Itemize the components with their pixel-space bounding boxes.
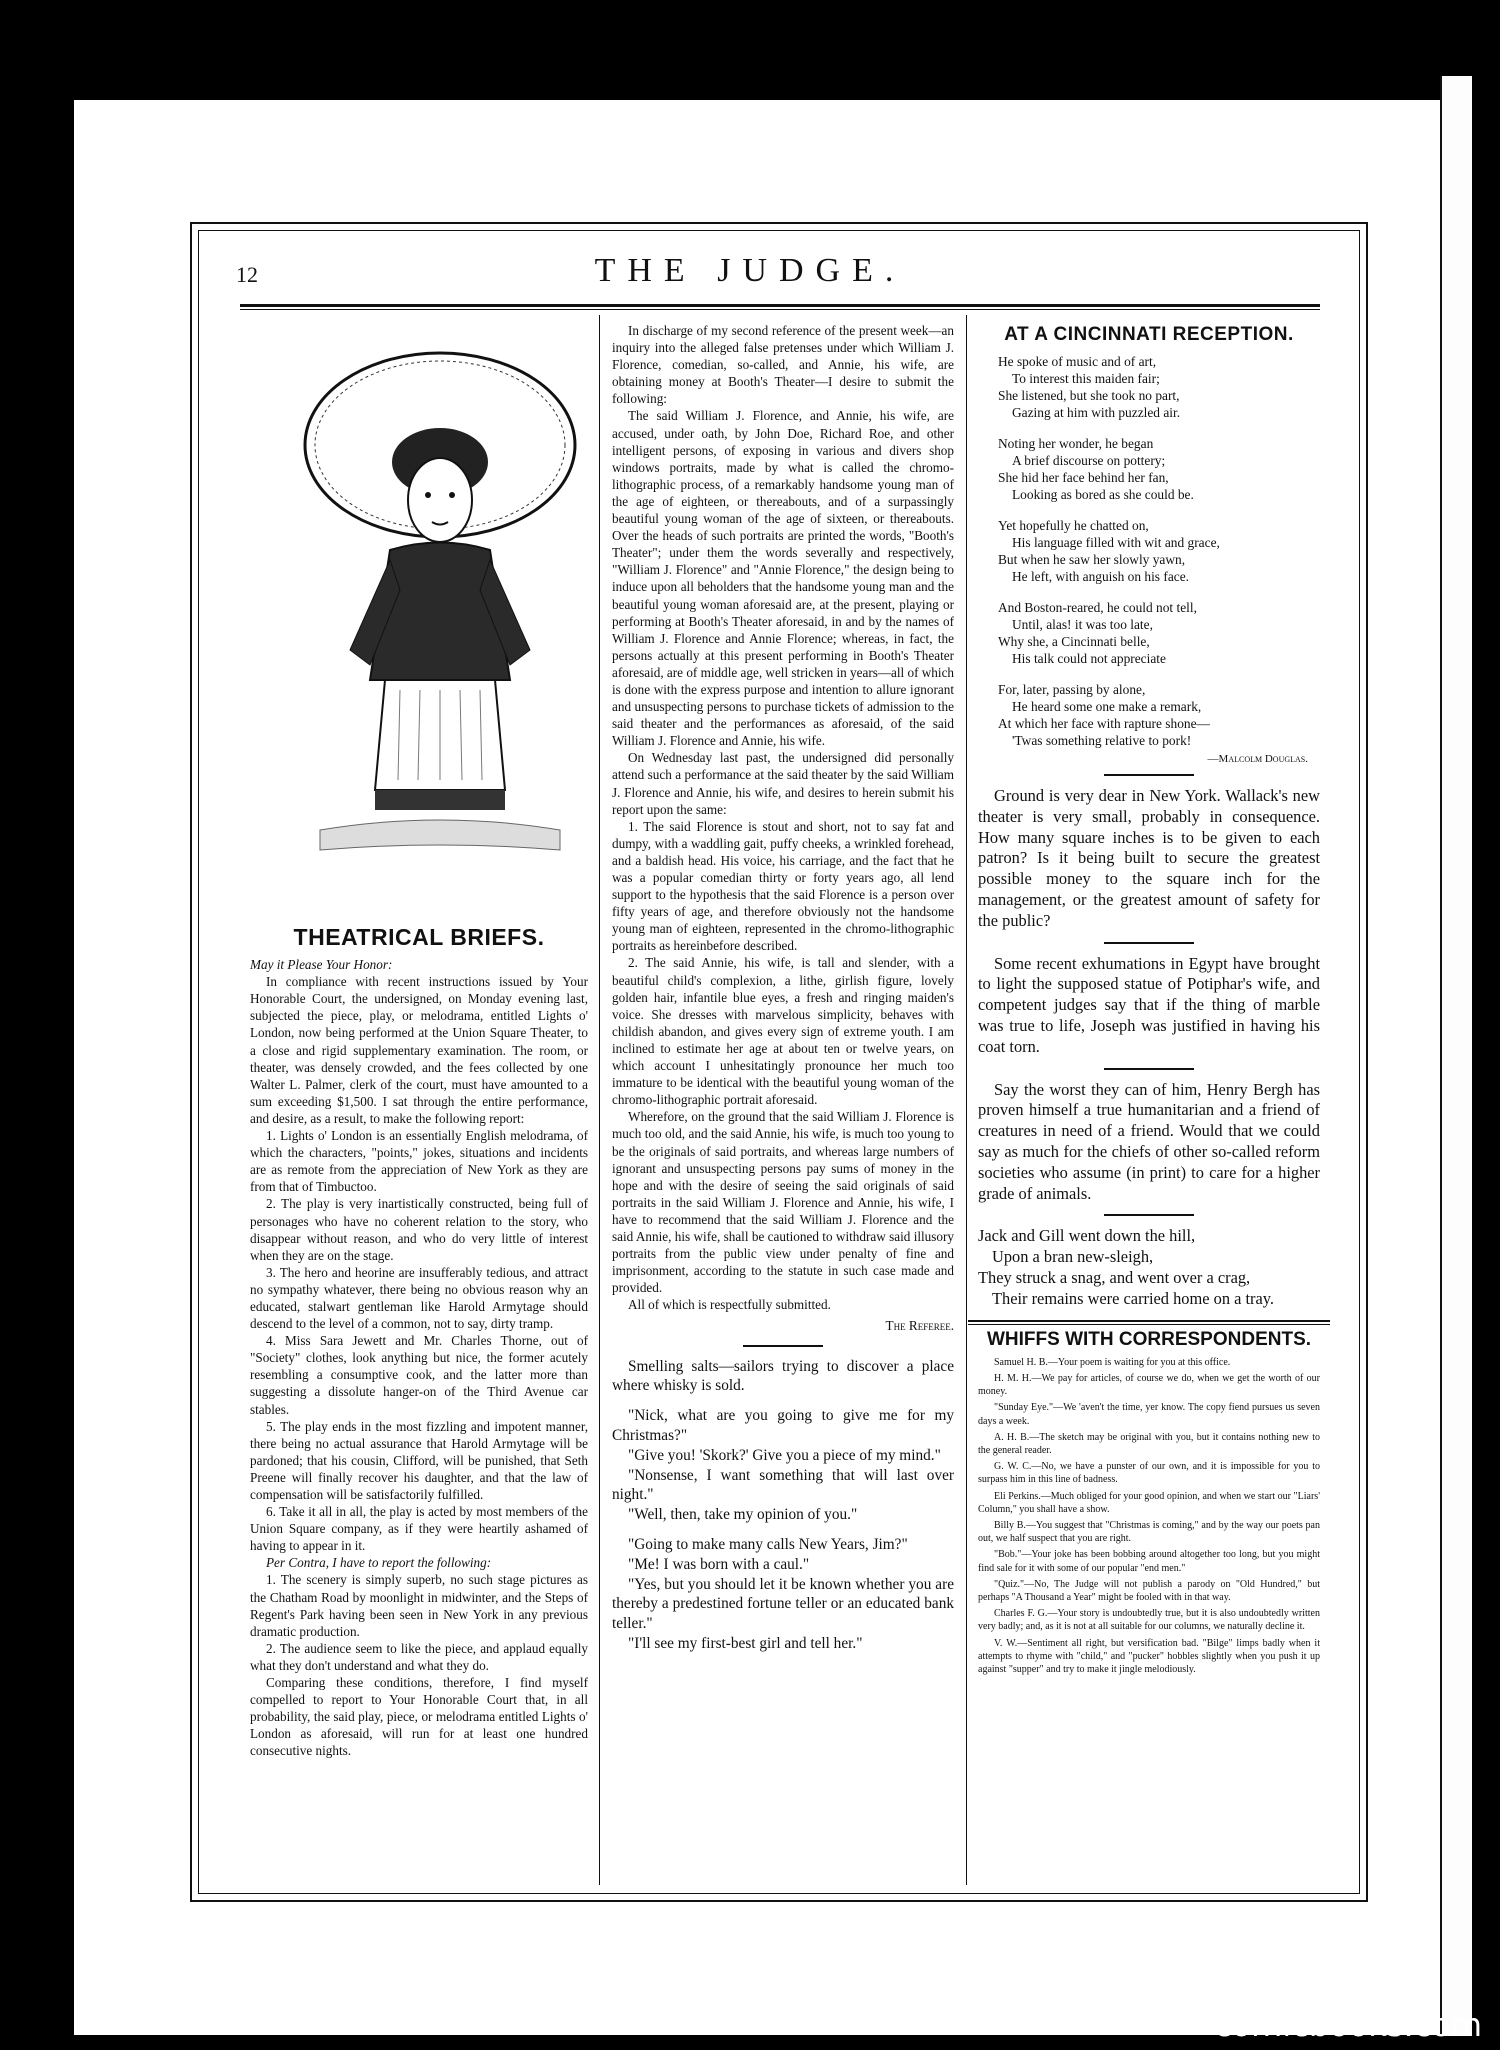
rhyme-line: They struck a snag, and went over a crag, [978, 1268, 1251, 1288]
poem-line: But when he saw her slowly yawn, [998, 552, 1186, 568]
separator [1104, 774, 1194, 776]
joke-line: "Nick, what are you going to give me for my Christmas?" [612, 1407, 954, 1444]
paragraph: 2. The play is very inartistically constructed, being full of personages who have no coherent relation to the story, who disappear without reason, and who do very little of interest when they are on the stage. [250, 1196, 588, 1263]
rhyme-line: Their remains were carried home on a tray. [992, 1288, 1274, 1308]
rhyme-line: Jack and Gill went down the hill, [978, 1226, 1196, 1246]
paragraph: 5. The play ends in the most fizzling and impotent manner, there being no actual assurance that Harold Armytage will be pardoned; that his cousin, Clifford, will be punished, that Seth Preene will finally recover his daughter, and that the law of compensation will be satisfactorily fulfilled. [250, 1418, 588, 1502]
rhyme [978, 1226, 1320, 1309]
paragraph: 3. The hero and heorine are insufferably tedious, and attract no sympathy whatever, there being no obvious reason why an educated, stalwart gentleman like Harold Armytage should descend to the level of a common, not to say, dirty tramp. [250, 1264, 588, 1332]
paragraph: In compliance with recent instructions issued by Your Honorable Court, the undersigned, on Monday evening last, subjected the piece, play, or melodrama, entitled Lights o' London, now being performed at the Union Square Theater, to a close and rigid supplementary examination. The room, or theater, was densely crowded, and the fees collected by one Walter L. Palmer, clerk of the court, must have amounted to a sum exceeding $1,500. I sat through the entire performance, and desire, as a result, to make the following report: [250, 974, 588, 1126]
stanza [998, 517, 1320, 585]
poem-line: Gazing at him with puzzled air. [1012, 405, 1181, 421]
correspondent-note: Charles F. G.—Your story is undoubtedly true, but it is also undoubtedly written very badly; and, as it is not at all suitable for our columns, we naturally decline it. [978, 1608, 1320, 1633]
paragraph: Some recent exhumations in Egypt have brought to light the supposed statue of Potiphar's wife, and competent judges say that if the thing of marble was true to life, Joseph was justified in having his coat torn. [978, 953, 1320, 1056]
paragraph: Say the worst they can of him, Henry Bergh has proven himself a true humanitarian and a friend of creatures in need of a friend. Would that we could say as much for the chiefs of other so-called reform societies who assume (in print) to care for a higher grade of animals. [978, 1079, 1320, 1203]
column-2 [612, 322, 954, 1654]
stanza [998, 435, 1320, 503]
poem-line: And Boston-reared, he could not tell, [998, 600, 1197, 616]
column-rule [966, 315, 967, 1885]
jokes [612, 1357, 954, 1654]
poem-title: AT A CINCINNATI RECEPTION. [1004, 324, 1294, 345]
correspondents-title: WHIFFS WITH CORRESPONDENTS. [986, 1328, 1312, 1350]
masthead-rule [240, 304, 1320, 307]
column-3 [978, 322, 1320, 1679]
poem-line: At which her face with rapture shone— [998, 716, 1210, 732]
paragraph: On Wednesday last past, the undersigned did personally attend such a performance at the said theater by the said William J. Florence and Annie, his wife, and desires to herein submit his report upon the same: [612, 750, 954, 817]
correspondent-note: Billy B.—You suggest that "Christmas is coming," and by the way our poets pan out, we half suspect that you are right. [978, 1519, 1320, 1545]
poem-line: For, later, passing by alone, [998, 682, 1146, 698]
poem-line: He left, with anguish on his face. [1012, 569, 1190, 585]
joke-line: "I'll see my first-best girl and tell her." [628, 1634, 863, 1652]
paragraph: Ground is very dear in New York. Wallack's new theater is very small, probably in consequence. How many square inches is to be given to each patron? Is it being built to secure the greatest possible money to the square inch for the management, or the greatest amount of safety for the public? [978, 786, 1320, 930]
joke-line: "Yes, but you should let it be known whether you are thereby a predestined fortune teller or an educated bank teller." [612, 1575, 954, 1633]
poem [998, 353, 1320, 768]
signature: The Referee. [885, 1318, 954, 1334]
paragraph: 1. The said Florence is stout and short, not to say fat and dumpy, with a waddling gait, puffy cheeks, a wrinkled forehead, and a baldish head. His voice, his carriage, and the fact that he was a popular comedian thirty or forty years ago, all lend support to the hypothesis that the said Florence is a person over fifty years of age, and therefore obviously not the handsome young man of eighteen, represented in the chromo-lithographic portraits as hereinbefore described. [612, 818, 954, 954]
paragraph: Comparing these conditions, therefore, I find myself compelled to report to Your Honorable Court that, in all probability, the said play, piece, or melodrama entitled Lights o' London as aforesaid, will run for at least one hundred consecutive nights. [250, 1675, 588, 1759]
correspondent-note: Samuel H. B.—Your poem is waiting for you at this office. [994, 1356, 1231, 1368]
correspondent-note: H. M. H.—We pay for articles, of course we do, when we get the worth of our money. [978, 1372, 1320, 1398]
poem-line: He heard some one make a remark, [1012, 699, 1202, 715]
poem-line: She hid her face behind her fan, [998, 470, 1169, 486]
masthead: THE JUDGE. [594, 252, 906, 289]
poem-author: —Malcolm Douglas. [1207, 753, 1308, 766]
illustration-woman-wide-hat [290, 350, 590, 930]
stanza [998, 599, 1320, 667]
paragraph: In discharge of my second reference of the present week—an inquiry into the alleged false pretenses under which William J. Florence, comedian, so-called, and Annie, his wife, are obtaining money at Booth's Theater—I desire to submit the following: [612, 323, 954, 407]
poem-line: To interest this maiden fair; [1012, 371, 1160, 387]
joke-line: "Give you! 'Skork?' Give you a piece of my mind." [628, 1446, 941, 1464]
poem-line: Looking as bored as she could be. [1012, 487, 1194, 503]
poem-line: Why she, a Cincinnati belle, [998, 634, 1150, 650]
joke-line: "Me! I was born with a caul." [628, 1555, 810, 1573]
poem-line: Yet hopefully he chatted on, [998, 518, 1149, 534]
poem-line: Until, alas! it was too late, [1012, 617, 1153, 633]
separator [743, 1345, 823, 1347]
correspondents [978, 1356, 1320, 1676]
paragraph: Wherefore, on the ground that the said William J. Florence is much too old, and the said Annie, his wife, is much too young to be the originals of said portraits, and whereas large numbers of ignorant and unsuspecting persons pay sums of money in the hope and with the desire of seeing the said originals of said portraits in the said William J. Florence and Annie, his wife, I have to recommend that the said William J. Florence and the said Annie, his wife, shall be cautioned to withdraw said illusory portraits from the public view under penalty of fine and imprisonment, according to the statute in such case made and provided. [612, 1109, 954, 1296]
watermark: comicbooks.com [1213, 2006, 1482, 2044]
poem-line: She listened, but she took no part, [998, 388, 1180, 404]
joke-line: "Well, then, take my opinion of you." [628, 1506, 858, 1524]
binding-edge [1440, 76, 1472, 2036]
section-title: THEATRICAL BRIEFS. [293, 924, 545, 950]
stanza [998, 353, 1320, 421]
correspondent-note: G. W. C.—No, we have a punster of our own, and it is impossible for you to surpass him in this line of badness. [978, 1461, 1320, 1486]
paragraph: 2. The said Annie, his wife, is tall and slender, with a beautiful child's complexion, a lithe, girlish figure, lovely golden hair, infantile blue eyes, a fresh and ringing maiden's voice. She dresses with marvelous simplicity, behaves with childish abandon, and gives every sign of extreme youth. I am inclined to estimate her age at about ten or twelve years, on which account I unhesitatingly pronounce her much too immature to be identical with the beautiful young woman of the chromo-lithographic portrait aforesaid. [612, 955, 954, 1108]
separator [1104, 1214, 1194, 1216]
paragraph: Per Contra, I have to report the following: [266, 1555, 492, 1571]
paragraph: 1. Lights o' London is an essentially English melodrama, of which the characters, "points," jokes, situations and incidents are as remote from the appreciation of New York as they are from that of Timbuctoo. [250, 1128, 588, 1195]
paragraph: The said William J. Florence, and Annie, his wife, are accused, under oath, by John Doe, Richard Roe, and other intelligent persons, of exposing in various and divers shop windows portraits, made by what is called the chromo-lithographic process, of a remarkably handsome young man of the age of eighteen, or thereabouts, and of a surpassingly beautiful young woman of the age of sixteen, or thereabouts. Over the heads of such portraits are printed the words, "Booth's Theater"; under them the words severally and respectively, "William J. Florence" and "Annie Florence," the design being to induce upon all beholders that the handsome young man and the beautiful young woman aforesaid are, at the present, playing or performing at Booth's Theater aforesaid, in and by the names of William J. Florence and Annie Florence; whereas, in fact, the persons actually at this present performing in Booth's Theater aforesaid, are of middle age, well stricken in years—all of which is done with the express purpose and intention to allure ignorant and unsuspecting persons to purchase tickets of admission to the said theater and the performances as aforesaid, of the said William J. Florence and Annie, his wife. [612, 408, 955, 749]
correspondent-note: "Sunday Eye."—We 'aven't the time, yer know. The copy fiend pursues us seven days a week. [978, 1402, 1320, 1427]
column-1 [250, 925, 588, 1760]
separator [1104, 942, 1194, 944]
paragraph: 1. The scenery is simply superb, no such stage pictures as the Chatham Road by moonlight in midwinter, and the Steps of Regent's Park having been seen in New York in any previous dramatic production. [250, 1572, 588, 1639]
joke-line: "Going to make many calls New Years, Jim?" [628, 1535, 908, 1553]
poem-line: Noting her wonder, he began [998, 436, 1154, 452]
paragraphs [978, 786, 1320, 1310]
correspondent-note: Eli Perkins.—Much obliged for your good opinion, and when we start our "Liars' Column," you shall have a show. [978, 1490, 1320, 1515]
paragraph: 4. Miss Sara Jewett and Mr. Charles Thorne, out of "Society" clothes, look anything but nice, the former acutely resembling a consumptive cook, and the latter more than suggesting a dissolute hanger-on of the Third Avenue car stables. [250, 1333, 588, 1417]
rhyme-line: Upon a bran new-sleigh, [992, 1247, 1154, 1267]
poem-line: He spoke of music and of art, [998, 354, 1157, 370]
separator [1104, 1068, 1194, 1070]
poem-line: 'Twas something relative to pork! [1012, 733, 1192, 749]
joke-line: Smelling salts—sailors trying to discover a place where whisky is sold. [612, 1357, 954, 1395]
correspondent-note: V. W.—Sentiment all right, but versification bad. "Bilge" limps badly when it attempts to rhyme with "child," and "pucker" hobbles slightly when you push it up against "supper" and try to make it jingle melodiously. [978, 1637, 1320, 1675]
joke-line: "Nonsense, I want something that will last over night." [612, 1466, 954, 1504]
poem-line: His language filled with wit and grace, [1012, 535, 1220, 551]
paragraph: All of which is respectfully submitted. [628, 1297, 831, 1313]
stanza [998, 681, 1320, 749]
correspondent-note: "Bob."—Your joke has been bobbing around altogether too long, but you might find sale for it with some of our popular "end men." [978, 1549, 1320, 1574]
paragraph: 6. Take it all in all, the play is acted by most members of the Union Square company, as if they were heartily ashamed of having to appear in it. [250, 1504, 588, 1554]
salutation: May it Please Your Honor: [250, 957, 393, 973]
page-number: 12 [236, 262, 258, 287]
poem-line: His talk could not appreciate [1012, 651, 1166, 667]
paragraph: 2. The audience seem to like the piece, and applaud equally what they don't understand and what they do. [250, 1640, 588, 1673]
correspondent-note: "Quiz."—No, The Judge will not publish a parody on "Old Hundred," but perhaps "A Thousand a Year" might be fooled with in that way. [978, 1578, 1320, 1603]
poem-line: A brief discourse on pottery; [1012, 453, 1166, 469]
column-rule [599, 315, 600, 1885]
correspondent-note: A. H. B.—The sketch may be original with you, but it contains nothing new to the general reader. [978, 1431, 1320, 1456]
